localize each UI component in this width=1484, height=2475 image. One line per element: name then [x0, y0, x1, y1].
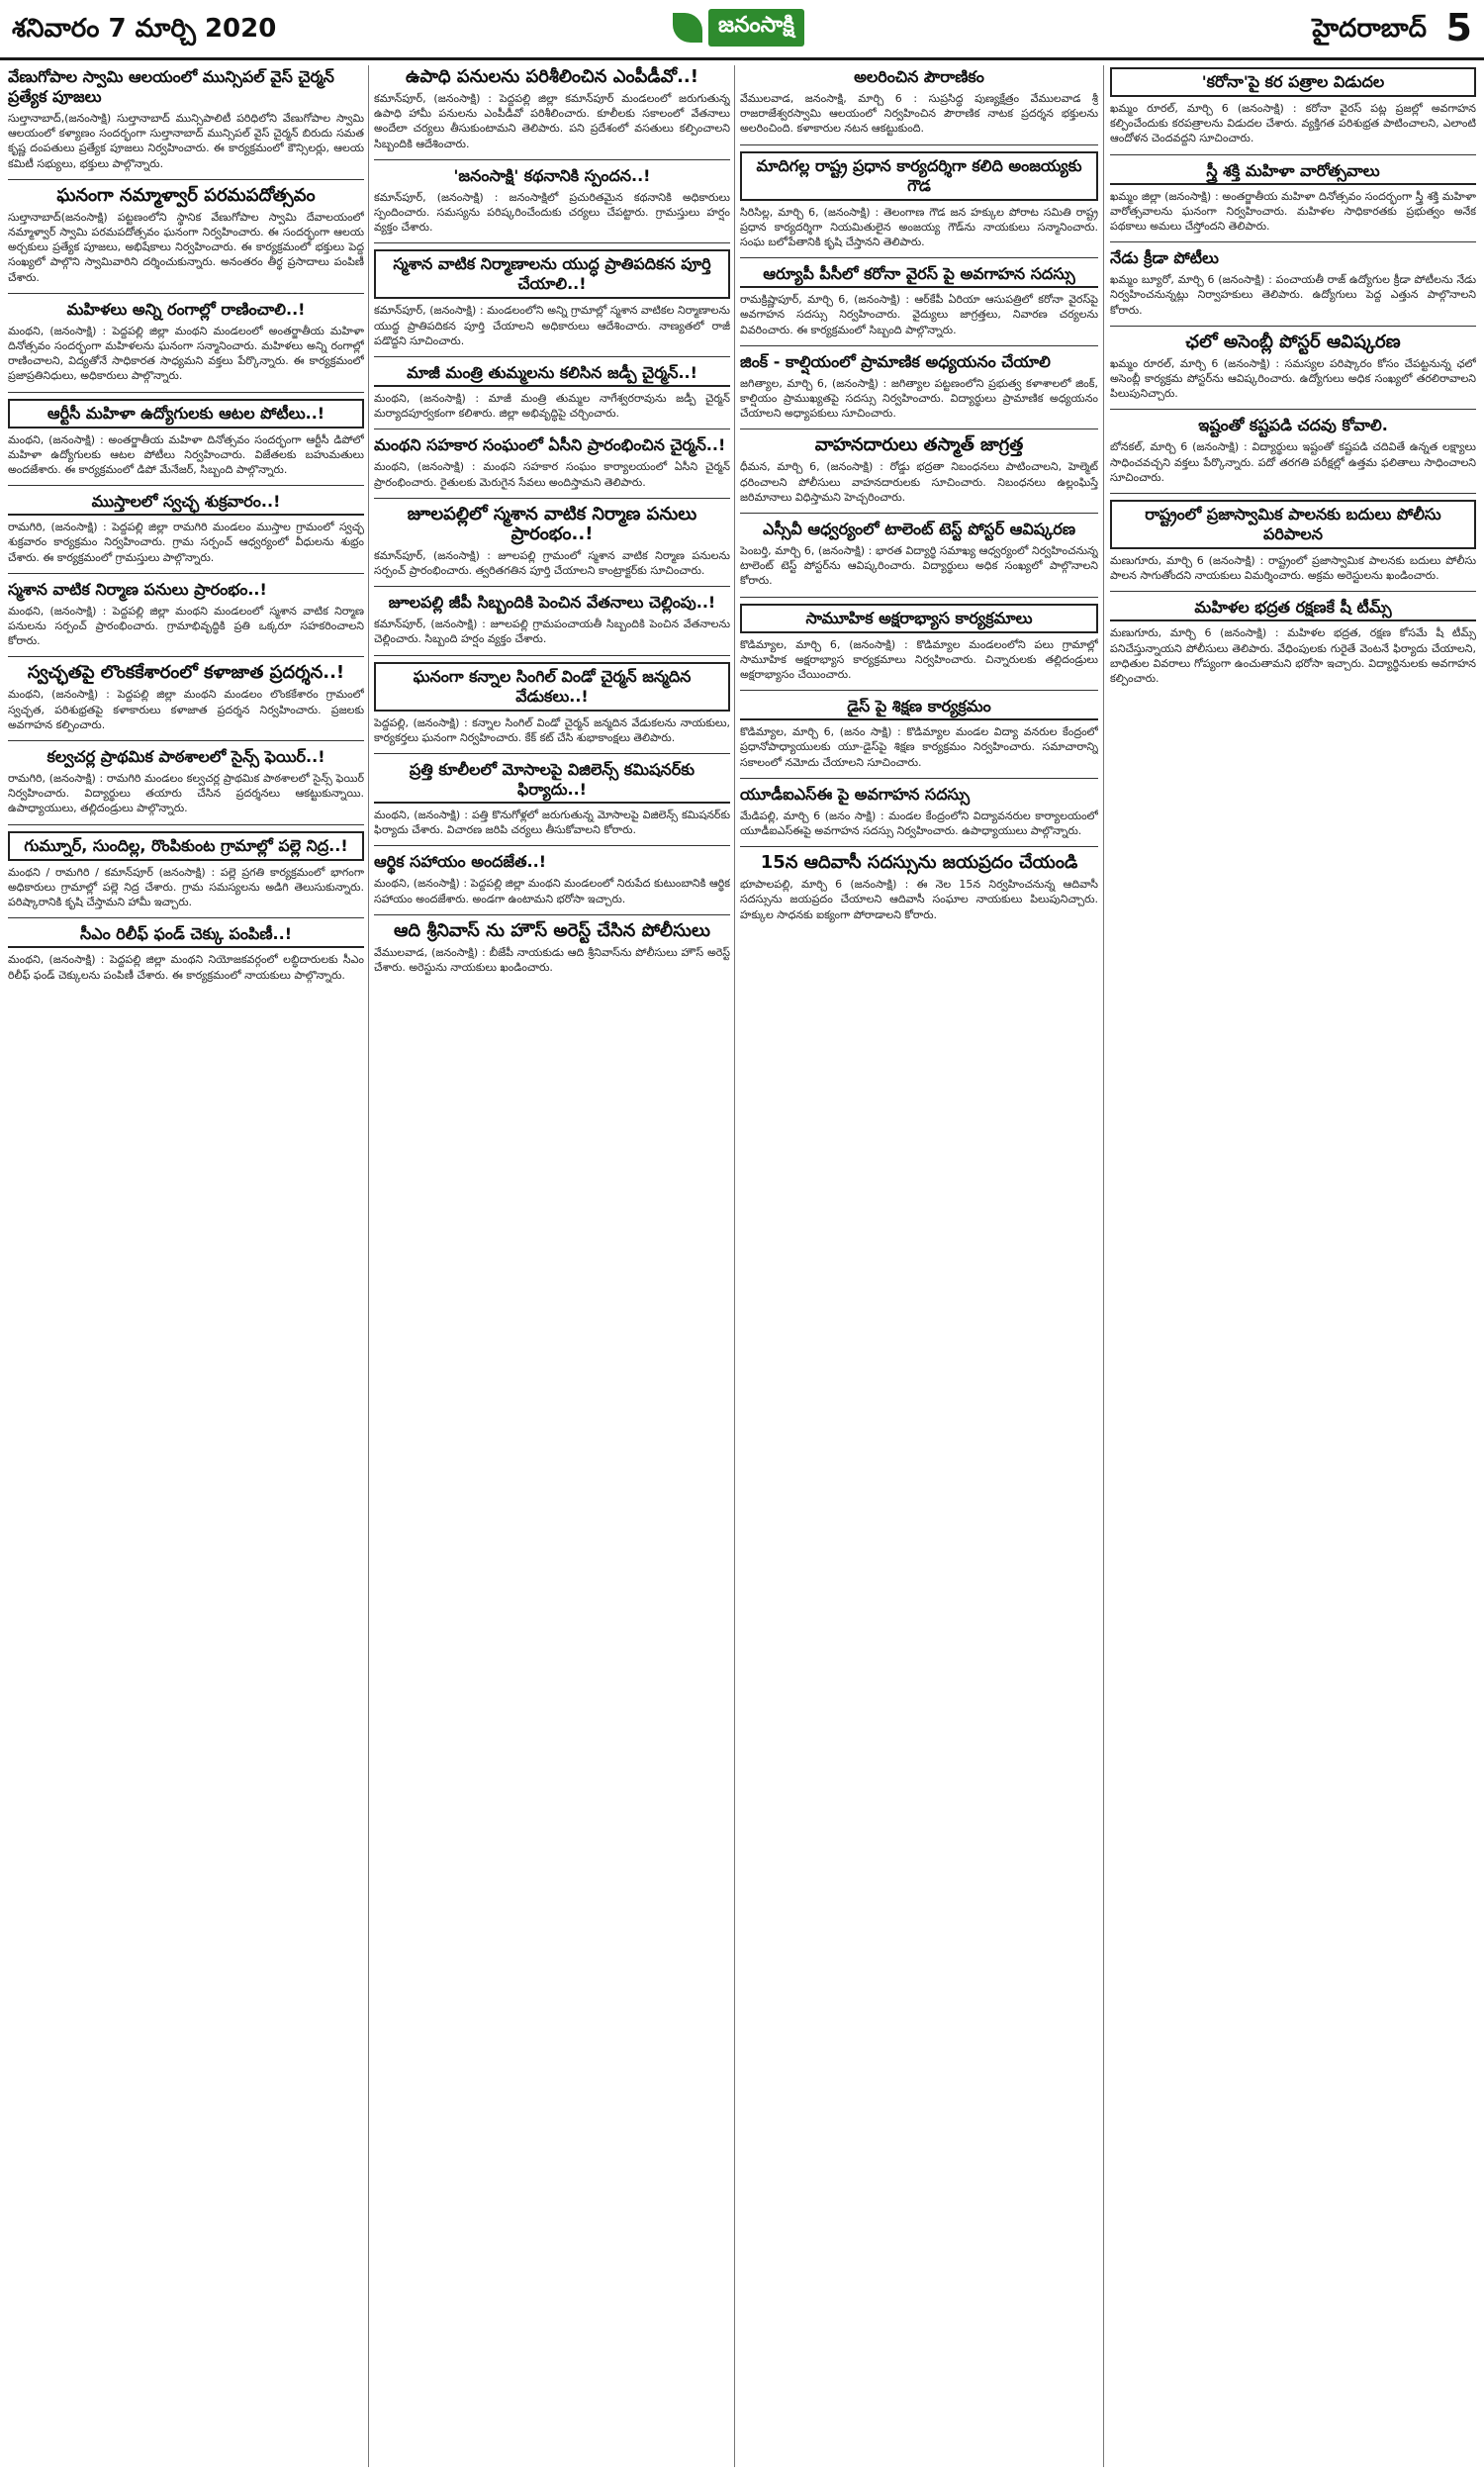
story-body: రామక్రిష్ణాపూర్, మార్చి 6, (జనంసాక్షి) : ఆర్‌కేపీ ఏరియా ఆసుపత్రిలో కరోనా వైరస్‌పై అవగాహన సదస్సు నిర్వహించారు. వైద్యులు జాగ్రత్తలు, నివారణ చర్యలను వివరించారు. ఈ కార్యక్రమంలో సిబ్బంది పాల్గొన్నారు. — [740, 293, 1098, 336]
story-headline: సామూహిక అక్షరాభ్యాస కార్యక్రమాలు — [740, 604, 1098, 633]
story-separator — [374, 242, 730, 243]
news-story — [740, 853, 1098, 922]
news-story — [1110, 500, 1476, 583]
story-separator — [374, 655, 730, 656]
news-story — [740, 604, 1098, 683]
story-body: ఖమ్మం జిల్లా (జనంసాక్షి) : అంతర్జాతీయ మహిళా దినోత్సవం సందర్భంగా స్త్రీ శక్తి మహిళా వారోత్సవాలను ఘనంగా నిర్వహించారు. మహిళల సాధికారతకు ప్రభుత్వం అనేక పథకాలు అమలు చేస్తోందని తెలిపారు. — [1110, 189, 1476, 234]
story-body: ధీమన, మార్చి 6, (జనంసాక్షి) : రోడ్డు భద్రతా నిబంధనలు పాటించాలని, హెల్మెట్ ధరించాలని పోలీసులు వాహనదారులకు సూచించారు. నిబంధనలు ఉల్లంఘిస్తే జరిమానాలు విధిస్తామని హెచ్చరించారు. — [740, 460, 1098, 504]
news-story — [8, 831, 364, 910]
story-body: భూపాలపల్లి, మార్చి 6 (జనంసాక్షి) : ఈ నెల 15న నిర్వహించనున్న ఆదివాసీ సదస్సును జయప్రదం చేయాలని ఆదివాసీ సంఘాల నాయకులు పిలుపునిచ్చారు. హక్కుల సాధనకు ఐక్యంగా పోరాడాలని కోరారు. — [740, 878, 1098, 921]
story-headline: ఘనంగా కన్నాల సింగిల్ విండో చైర్మన్ జన్మదిన వేడుకలు..! — [374, 662, 730, 712]
leaf-icon — [673, 13, 702, 43]
story-headline: మాజీ మంత్రి తుమ్మలను కలిసిన జడ్పీ చైర్మన్..! — [374, 363, 730, 387]
story-separator — [740, 428, 1098, 429]
story-separator — [374, 356, 730, 357]
story-headline: స్వచ్ఛతపై లొంకకేశారంలో కళాజాత ప్రదర్శన..! — [27, 662, 345, 684]
story-separator — [740, 597, 1098, 598]
story-headline: జూలపల్లిలో స్మశాన వాటిక నిర్మాణ పనులు ప్రారంభం..! — [407, 503, 697, 544]
news-story — [8, 580, 364, 649]
news-story — [374, 249, 730, 348]
story-separator — [374, 586, 730, 587]
news-story — [374, 852, 730, 905]
story-separator — [8, 485, 364, 486]
story-separator — [374, 753, 730, 754]
story-body: కొడిమ్యాల, మార్చి 6, (జనంసాక్షి) : కొడిమ్యాల మండలంలోని పలు గ్రామాల్లో సామూహిక అక్షరాభ్యాస కార్యక్రమాలు నిర్వహించారు. చిన్నారులకు తల్లిదండ్రులు అక్షరాభ్యాసం చేయించారు. — [740, 637, 1098, 682]
news-story — [740, 352, 1098, 422]
story-headline: మంథని సహకార సంఘంలో ఏసీని ప్రారంభించిన చైర్మన్..! — [374, 435, 726, 455]
story-headline: సీఎం రిలీఫ్ ఫండ్ చెక్కు పంపిణీ..! — [8, 924, 364, 948]
story-separator — [1110, 241, 1476, 242]
story-body: ఖమ్మం రూరల్, మార్చి 6 (జనంసాక్షి) : సమస్యల పరిష్కారం కోసం చేపట్టనున్న ఛలో అసెంబ్లీ కార్యక్రమ పోస్టర్‌ను ఆవిష్కరించారు. ఉద్యోగులు అధిక సంఖ్యలో తరలిరావాలని పిలుపునిచ్చారు. — [1110, 356, 1476, 401]
story-separator — [8, 179, 364, 180]
story-separator — [374, 428, 730, 429]
story-headline: ఆర్టీసీ మహిళా ఉద్యోగులకు ఆటల పోటీలు..! — [8, 399, 364, 428]
story-separator — [740, 778, 1098, 779]
story-separator — [374, 845, 730, 846]
story-headline: రాష్ట్రంలో ప్రజాస్వామిక పాలనకు బదులు పోలీసు పరిపాలన — [1110, 500, 1476, 549]
story-body: కొడిమ్యాల, మార్చి 6, (జనం సాక్షి) : కొడిమ్యాల మండల విద్యా వనరుల కేంద్రంలో ప్రధానోపాధ్యాయులకు యూ-డైస్‌పై శిక్షణ కార్యక్రమం నిర్వహించారు. సమాచారాన్ని సకాలంలో నమోదు చేయాలని సూచించారు. — [740, 725, 1098, 769]
masthead — [0, 0, 1484, 60]
news-story — [8, 186, 364, 285]
story-body: మంథని, (జనంసాక్షి) : అంతర్జాతీయ మహిళా దినోత్సవం సందర్భంగా ఆర్టీసీ డిపోలో మహిళా ఉద్యోగులకు ఆటల పోటీలు నిర్వహించారు. విజేతలకు బహుమతులు అందజేశారు. ఈ కార్యక్రమంలో డిపో మేనేజర్, సిబ్బంది పాల్గొన్నారు. — [8, 432, 364, 477]
story-separator — [8, 740, 364, 741]
edition-city: హైదరాబాద్ — [1312, 14, 1427, 44]
story-body: మేడిపల్లి, మార్చి 6 (జనం సాక్షి) : మండల కేంద్రంలోని విద్యావనరుల కార్యాలయంలో యూడీఐఎస్‌ఈపై అవగాహన సదస్సు నిర్వహించారు. ఉపాధ్యాయులు పాల్గొన్నారు. — [740, 809, 1098, 838]
news-story — [374, 593, 730, 646]
news-story — [8, 924, 364, 982]
story-separator — [740, 144, 1098, 145]
story-body: కమాన్‌పూర్, (జనంసాక్షి) : జూలపల్లి గ్రామపంచాయతీ సిబ్బందికి పెంచిన వేతనాలను చెల్లించారు. సిబ్బంది హర్షం వ్యక్తం చేశారు. — [374, 618, 730, 646]
story-headline: మాదిగల్ల రాష్ట్ర ప్రధాన కార్యదర్శిగా కలిది అంజయ్యకు గౌడ — [740, 151, 1098, 201]
news-story — [740, 435, 1098, 505]
newspaper-logo — [673, 8, 804, 48]
column-divider — [1103, 65, 1104, 2467]
story-headline: యూడీఐఎస్‌ఈ పై అవగాహన సదస్సు — [740, 784, 971, 804]
story-body: మంథని, (జనంసాక్షి) : పెద్దపల్లి జిల్లా మంథని మండలంలో నిరుపేద కుటుంబానికి ఆర్థిక సహాయం అందజేశారు. అండగా ఉంటామని భరోసా ఇచ్చారు. — [374, 877, 730, 905]
story-body: పెద్దపల్లి, (జనంసాక్షి) : కన్నాల సింగిల్ విండో చైర్మన్ జన్మదిన వేడుకలను నాయకులు, కార్యకర్తలు ఘనంగా నిర్వహించారు. కేక్ కట్ చేసి శుభాకాంక్షలు తెలిపారు. — [374, 715, 730, 744]
column-divider — [734, 65, 735, 2467]
story-separator — [1110, 409, 1476, 410]
story-separator — [740, 345, 1098, 346]
story-body: మంథని, (జనంసాక్షి) : పెద్దపల్లి జిల్లా మంథని నియోజకవర్గంలో లబ్ధిదారులకు సీఎం రిలీఫ్ ఫండ్ చెక్కులను పంపిణీ చేశారు. ఈ కార్యక్రమంలో నాయకులు పాల్గొన్నారు. — [8, 953, 364, 982]
story-body: కమాన్‌పూర్, (జనంసాక్షి) : జూలపల్లి గ్రామంలో స్మశాన వాటిక నిర్మాణ పనులను సర్పంచ్ ప్రారంభించారు. త్వరితగతిన పూర్తి చేయాలని కాంట్రాక్టర్‌కు సూచించారు. — [374, 548, 730, 578]
story-separator — [8, 573, 364, 574]
news-story — [1110, 248, 1476, 318]
news-story — [740, 520, 1098, 589]
story-body: మంథని, (జనంసాక్షి) : మాజీ మంత్రి తుమ్మల నాగేశ్వరరావును జడ్పీ చైర్మన్ మర్యాదపూర్వకంగా కలిశారు. జిల్లా అభివృద్ధిపై చర్చించారు. — [374, 392, 730, 421]
story-body: ఖమ్మం బ్యూరో, మార్చి 6 (జనంసాక్షి) : పంచాయతీ రాజ్ ఉద్యోగుల క్రీడా పోటీలను నేడు నిర్వహించనున్నట్లు నిర్వాహకులు తెలిపారు. ఉద్యోగులు పెద్ద ఎత్తున పాల్గొనాలని కోరారు. — [1110, 273, 1476, 317]
story-headline: కల్వచర్ల ప్రాథమిక పాఠశాలలో సైన్స్ ఫెయిర్..! — [46, 747, 325, 767]
story-separator — [8, 917, 364, 918]
news-story — [740, 264, 1098, 337]
story-headline: డైస్ పై శిక్షణ కార్యక్రమం — [740, 697, 1098, 720]
story-body: పెంబర్తి, మార్చి 6, (జనంసాక్షి) : భారత విద్యార్థి సమాఖ్య ఆధ్వర్యంలో నిర్వహించనున్న టాలెంట్ టెస్ట్ పోస్టర్‌ను ఆవిష్కరించారు. విద్యార్థులు అధిక సంఖ్యలో పాల్గొనాలని కోరారు. — [740, 544, 1098, 588]
story-headline: నేడు క్రీడా పోటీలు — [1110, 248, 1219, 268]
news-story — [374, 67, 730, 151]
story-body: మంథని, (జనంసాక్షి) : పత్తి కొనుగోళ్లలో జరుగుతున్న మోసాలపై విజిలెన్స్ కమిషనర్‌కు ఫిర్యాదు చేశారు. విచారణ జరిపి చర్యలు తీసుకోవాలని కోరారు. — [374, 809, 730, 837]
issue-date: శనివారం 7 మార్చి 2020 — [12, 14, 277, 44]
story-headline: ఆర్థిక సహాయం అందజేత..! — [374, 852, 547, 872]
story-separator — [374, 159, 730, 160]
story-headline: స్త్రీ శక్తి మహిళా వారోత్సవాలు — [1110, 161, 1476, 185]
story-body: కమాన్‌పూర్, (జనంసాక్షి) : మండలంలోని అన్ని గ్రామాల్లో స్మశాన వాటికల నిర్మాణాలను యుద్ధ ప్రాతిపదికన పూర్తి చేయాలని అధికారులు ఆదేశించారు. నాణ్యతలో రాజీ పడొద్దని సూచించారు. — [374, 304, 730, 347]
story-separator — [374, 914, 730, 915]
news-story — [8, 399, 364, 478]
story-body: మణుగూరు, మార్చి 6 (జనంసాక్షి) : రాష్ట్రంలో ప్రజాస్వామిక పాలనకు బదులు పోలీసు పాలన సాగుతోందని నాయకులు విమర్శించారు. అక్రమ అరెస్టులను ఖండించారు. — [1110, 554, 1476, 583]
story-headline: జింక్ - కాల్షియంలో ప్రామాణిక అధ్యయనం చేయాలి — [740, 351, 1051, 371]
story-body: మంథని, (జనంసాక్షి) : పెద్దపల్లి జిల్లా మంథని మండలం లొంకకేశారం గ్రామంలో స్వచ్ఛత, పరిశుభ్రతపై కళాకారులు కళాజాత ప్రదర్శన నిర్వహించారు. ప్రజలకు అవగాహన కల్పించారు. — [8, 688, 364, 731]
news-story — [8, 300, 364, 384]
story-body: రామగిరి, (జనంసాక్షి) : రామగిరి మండలం కల్వచర్ల ప్రాథమిక పాఠశాలలో సైన్స్ ఫెయిర్ నిర్వహించారు. విద్యార్థులు తయారు చేసిన ప్రదర్శనలు ఆకట్టుకున్నాయి. ఉపాధ్యాయులు, తల్లిదండ్రులు పాల్గొన్నారు. — [8, 772, 364, 815]
story-headline: 'కరోనా'పై కర పత్రాల విడుదల — [1110, 67, 1476, 97]
news-story — [1110, 67, 1476, 146]
news-story — [374, 921, 730, 975]
story-headline: 15న ఆదివాసీ సదస్సును జయప్రదం చేయండి — [760, 852, 1078, 874]
story-body: వేములవాడ, (జనంసాక్షి) : బీజేపీ నాయకుడు ఆది శ్రీనివాస్‌ను పోలీసులు హౌస్ అరెస్ట్ చేశారు. అరెస్టును నాయకులు ఖండించారు. — [374, 945, 730, 975]
column-divider — [368, 65, 369, 2467]
page-number: 5 — [1445, 6, 1472, 49]
story-body: వేములవాడ, జనంసాక్షి, మార్చి 6 : సుప్రసిద్ధ పుణ్యక్షేత్రం వేములవాడ శ్రీ రాజరాజేశ్వరస్వామి ఆలయంలో నిర్వహించిన పౌరాణిక నాటక ప్రదర్శన భక్తులను అలరించింది. కళాకారుల నటన ఆకట్టుకుంది. — [740, 92, 1098, 136]
news-column-4 — [1110, 65, 1476, 2467]
story-headline: ఇష్టంతో కష్టపడి చదవు కోవాలి. — [1198, 416, 1388, 435]
news-story — [374, 363, 730, 421]
news-story — [1110, 416, 1476, 485]
story-separator — [8, 656, 364, 657]
story-separator — [1110, 154, 1476, 155]
news-story — [8, 67, 364, 171]
story-headline: ఆది శ్రీనివాస్ ను హౌస్ అరెస్ట్ చేసిన పోలీసులు — [394, 919, 710, 941]
news-column-1 — [8, 65, 364, 2467]
news-story — [740, 697, 1098, 770]
news-column-3 — [740, 65, 1098, 2467]
news-story — [374, 166, 730, 236]
story-headline: వాహనదారులు తస్మాత్ జాగ్రత్త — [814, 434, 1024, 456]
story-headline: స్మశాన వాటిక నిర్మాణాలను యుద్ధ ప్రాతిపదికన పూర్తి చేయాలి..! — [374, 249, 730, 299]
story-headline: ఘనంగా నమ్మాళ్వార్ పరమపదోత్సవం — [56, 184, 316, 206]
news-story — [8, 747, 364, 816]
story-body: సుల్తానాబాద్(జనంసాక్షి) పట్టణంలోని స్థానిక వేణుగోపాల స్వామి దేవాలయంలో నమ్మాళ్వార్ స్వామి పరమపదోత్సవం ఘనంగా నిర్వహించారు. ఈ సందర్భంగా ఆలయ అర్చకులు ప్రత్యేక పూజలు, అభిషేకాలు నిర్వహించారు. ఈ కార్యక్రమంలో భక్తులు పెద్ద సంఖ్యలో పాల్గొని స్వామివారిని దర్శించుకున్నారు. అనంతరం తీర్థ ప్రసాదాలు పంపిణీ చేశారు. — [8, 210, 364, 284]
story-body: సిరిసిల్ల, మార్చి 6, (జనంసాక్షి) : తెలంగాణ గౌడ జన హక్కుల పోరాట సమితి రాష్ట్ర ప్రధాన కార్యదర్శిగా నియమితులైన అంజయ్య గౌడ్‌ను నాయకులు సన్మానించారు. సంఘ బలోపేతానికి కృషి చేస్తానని తెలిపారు. — [740, 205, 1098, 249]
news-story — [1110, 333, 1476, 402]
story-body: కమాన్‌పూర్, (జనంసాక్షి) : జనంసాక్షిలో ప్రచురితమైన కథనానికి అధికారులు స్పందించారు. సమస్యను పరిష్కరించేందుకు చర్యలు చేపట్టారు. గ్రామస్తులు హర్షం వ్యక్తం చేశారు. — [374, 190, 730, 235]
story-headline: ఛలో అసెంబ్లీ పోస్టర్ ఆవిష్కరణ — [1185, 331, 1401, 352]
story-body: సుల్తానాబాద్,(జనంసాక్షి) సుల్తానాబాద్ మున్సిపాలిటీ పరిధిలోని వేణుగోపాల స్వామి ఆలయంలో కళ్యాణం సందర్భంగా సుల్తానాబాద్ మున్సిపల్ వైస్ చైర్మన్ బిరుదు సమత కృష్ణ దంపతులు ప్రత్యేక పూజలు నిర్వహించారు. ఈ కార్యక్రమంలో కౌన్సిలర్లు, ఆలయ కమిటీ సభ్యులు, భక్తులు పాల్గొన్నారు. — [8, 112, 364, 170]
story-headline: గుమ్నూర్, సుందిల్ల, రొంపికుంట గ్రామాల్లో పల్లె నిద్ర..! — [8, 831, 364, 861]
news-story — [740, 67, 1098, 137]
story-separator — [740, 257, 1098, 258]
story-separator — [1110, 493, 1476, 494]
story-separator — [374, 498, 730, 499]
story-headline: మహిళల భద్రత రక్షణకే షీ టీమ్స్ — [1110, 598, 1476, 621]
news-story — [8, 492, 364, 565]
story-separator — [740, 846, 1098, 847]
story-body: రామగిరి, (జనంసాక్షి) : పెద్దపల్లి జిల్లా రామగిరి మండలం ముస్తాల గ్రామంలో స్వచ్ఛ శుక్రవారం కార్యక్రమం నిర్వహించారు. గ్రామ సర్పంచ్ ఆధ్వర్యంలో వీధులను శుభ్రం చేశారు. ఈ కార్యక్రమంలో గ్రామస్తులు పాల్గొన్నారు. — [8, 521, 364, 564]
story-separator — [1110, 591, 1476, 592]
story-body: బోనకల్, మార్చి 6 (జనంసాక్షి) : విద్యార్థులు ఇష్టంతో కష్టపడి చదివితే ఉన్నత లక్ష్యాలు సాధించవచ్చని వక్తలు పేర్కొన్నారు. పదో తరగతి పరీక్షల్లో ఉత్తమ ఫలితాలు సాధించాలని సూచించారు. — [1110, 440, 1476, 484]
news-story — [1110, 598, 1476, 686]
news-story — [740, 785, 1098, 838]
news-story — [1110, 161, 1476, 235]
story-body: మంథని, (జనంసాక్షి) : పెద్దపల్లి జిల్లా మంథని మండలంలో స్మశాన వాటిక నిర్మాణ పనులను సర్పంచ్ ప్రారంభించారు. గ్రామాభివృద్ధికి ప్రతి ఒక్కరూ సహకరించాలని కోరారు. — [8, 604, 364, 648]
story-headline: వేణుగోపాల స్వామి ఆలయంలో మున్సిపల్ వైస్ చైర్మన్ ప్రత్యేక పూజలు — [8, 67, 334, 106]
story-headline: 'జనంసాక్షి' కథనానికి స్పందన..! — [453, 165, 651, 185]
story-separator — [8, 824, 364, 825]
story-body: మంథని, (జనంసాక్షి) : మంథని సహకార సంఘం కార్యాలయంలో ఏసీని చైర్మన్ ప్రారంభించారు. రైతులకు మెరుగైన సేవలు అందిస్తామని తెలిపారు. — [374, 460, 730, 489]
story-separator — [8, 293, 364, 294]
story-separator — [740, 513, 1098, 514]
news-column-2 — [374, 65, 730, 2467]
story-separator — [8, 392, 364, 393]
story-headline: ఉపాధి పనులను పరిశీలించిన ఎంపీడీవో..! — [406, 66, 698, 87]
news-story — [740, 151, 1098, 250]
story-headline: జూలపల్లి జీపీ సిబ్బందికి పెంచిన వేతనాలు చెల్లింపు..! — [388, 593, 716, 613]
news-story — [8, 663, 364, 732]
story-body: మణుగూరు, మార్చి 6 (జనంసాక్షి) : మహిళల భద్రత, రక్షణ కోసమే షీ టీమ్స్ పనిచేస్తున్నాయని పోలీసులు తెలిపారు. వేధింపులకు గురైతే వెంటనే ఫిర్యాదు చేయాలని, బాధితుల వివరాలు గోప్యంగా ఉంచుతామని భరోసా ఇచ్చారు. విద్యార్థినులకు అవగాహన కల్పించారు. — [1110, 626, 1476, 686]
story-headline: ప్రత్తి కూలీలలో మోసాలపై విజిలెన్స్ కమిషనర్‌కు ఫిర్యాదు..! — [374, 760, 730, 804]
story-headline: ముస్తాలలో స్వచ్ఛ శుక్రవారం..! — [8, 492, 364, 516]
story-separator — [1110, 326, 1476, 327]
story-separator — [740, 690, 1098, 691]
story-body: మంథని / రామగిరి / కమాన్‌పూర్ (జనంసాక్షి) : పల్లె ప్రగతి కార్యక్రమంలో భాగంగా అధికారులు గ్రామాల్లో పల్లె నిద్ర చేశారు. గ్రామ సమస్యలను అడిగి తెలుసుకున్నారు. పరిష్కారానికి కృషి చేస్తామని హామీ ఇచ్చారు. — [8, 865, 364, 909]
news-story — [374, 760, 730, 837]
story-body: మంథని, (జనంసాక్షి) : పెద్దపల్లి జిల్లా మంథని మండలంలో అంతర్జాతీయ మహిళా దినోత్సవం సందర్భంగా మహిళలను ఘనంగా సన్మానించారు. మహిళలు అన్ని రంగాల్లో రాణించాలని, విద్యతోనే సాధికారత సాధ్యమని వక్తలు పేర్కొన్నారు. ఈ కార్యక్రమంలో ప్రజాప్రతినిధులు, అధికారులు పాల్గొన్నారు. — [8, 324, 364, 383]
story-headline: ఎస్సీవీ ఆధ్వర్యంలో టాలెంట్ టెస్ట్ పోస్టర్ ఆవిష్కరణ — [762, 520, 1076, 539]
news-story — [374, 435, 730, 489]
story-headline: ఆర్యూపీ పీసీలో కరోనా వైరస్ పై అవగాహన సదస్సు — [740, 264, 1098, 288]
story-body: ఖమ్మం రూరల్, మార్చి 6 (జనంసాక్షి) : కరోనా వైరస్ పట్ల ప్రజల్లో అవగాహన కల్పించేందుకు కరపత్రాలను విడుదల చేశారు. వ్యక్తిగత పరిశుభ్రత పాటించాలని, ఎలాంటి ఆందోళన చెందవద్దని సూచించారు. — [1110, 102, 1476, 145]
story-body: జగిత్యాల, మార్చి 6, (జనంసాక్షి) : జగిత్యాల పట్టణంలోని ప్రభుత్వ కళాశాలలో జింక్, కాల్షియం ప్రాముఖ్యతపై సదస్సు నిర్వహించారు. విద్యార్థులు ప్రామాణిక అధ్యయనం చేయాలని అధ్యాపకులు సూచించారు. — [740, 376, 1098, 421]
news-story — [374, 505, 730, 578]
story-headline: అలరించిన పౌరాణికం — [854, 67, 984, 86]
story-headline: మహిళలు అన్ని రంగాల్లో రాణించాలి..! — [66, 299, 306, 319]
news-story — [374, 662, 730, 745]
story-headline: స్మశాన వాటిక నిర్మాణ పనులు ప్రారంభం..! — [8, 579, 267, 599]
story-body: కమాన్‌పూర్, (జనంసాక్షి) : పెద్దపల్లి జిల్లా కమాన్‌పూర్ మండలంలో జరుగుతున్న ఉపాధి హామీ పనులను ఎంపీడీవో పరిశీలించారు. కూలీలకు సకాలంలో వేతనాలు అందేలా చర్యలు తీసుకుంటామని తెలిపారు. పని ప్రదేశంలో వసతులు కల్పించాలని సిబ్బందికి ఆదేశించారు. — [374, 92, 730, 150]
logo-text: జనంసాక్షి — [708, 9, 804, 47]
